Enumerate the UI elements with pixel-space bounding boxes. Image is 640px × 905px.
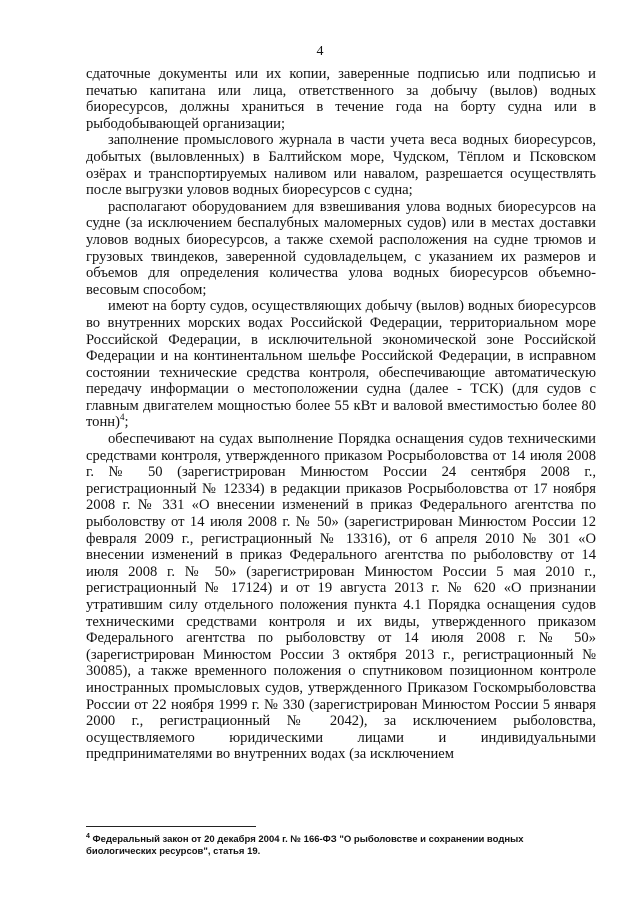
paragraph-equipment-order: обеспечивают на судах выполнение Порядка оснащения судов техническими средствами контроля, утвержденного приказом Росрыболовства от 14 июля 2008 г. № 50 (зарегистрирован Минюстом России 24 сентября 2008 г., регистрационный № 12334) в редакции приказов Росрыболовства от 17 ноября 2008 г. № 331 «О внесении изменений в приказ Федерального агентства по рыболовству от 14 июля 2008 г. № 50» (зарегистрирован Минюстом России 12 февраля 2009 г., регистрационный № 13316), от 6 апреля 2010 № 301 «О внесении изменений в приказ Федерального агентства по рыболовству от 14 июля 2008 г. № 50» (зарегистрирован Минюстом России 5 мая 2010 г., регистрационный № 17124) и от 19 августа 2013 г. № 620 «О признании утратившим силу отдельного положения пункта 4.1 Порядка оснащения судов техническими средствами контроля и их виды, утвержденного приказом Федерального агентства по рыболовству от 14 июля 2008 г. № 50» (зарегистрирован Минюстом России 3 октября 2013 г., регистрационный № 30085), а также временного положения о спутниковом позиционном контроле иностранных промысловых судов, утвержденного Приказом Госкомрыболовства России от 22 ноября 1999 г. № 330 (зарегистрирован Минюстом России 5 января 2000 г., регистрационный № 2042), за исключением рыболовства, осуществляемого юридическими лицами и индивидуальными предпринимателями во внутренних водах (за исключением bbox=[86, 431, 596, 763]
paragraph-tsk bbox=[86, 298, 596, 431]
paragraph-weighing-equipment: располагают оборудованием для взвешивания улова водных биоресурсов на судне (за исключением беспалубных маломерных судов) или в местах доставки уловов водных биоресурсов, а также схемой расположения на судне трюмов и грузовых твиндеков, заверенной судовладельцем, с указанием их размеров и объемов для определения количества улова водных биоресурсов объемно-весовым способом; bbox=[86, 198, 596, 298]
footnote-reference: 4 bbox=[119, 412, 125, 423]
footnote-divider bbox=[86, 826, 256, 827]
footnote bbox=[86, 834, 596, 858]
paragraph-tsk-end: ; bbox=[124, 414, 129, 431]
footnote-marker: 4 bbox=[86, 832, 90, 840]
paragraph-documents: сдаточные документы или их копии, заверенные подписью или подписью и печатью капитана или лица, ответственного за добычу (вылов) водных биоресурсов, должны храниться в течение года на борту судна или в рыбодобывающей организации; bbox=[86, 66, 596, 132]
document-body bbox=[86, 66, 596, 763]
footnote-text: Федеральный закон от 20 декабря 2004 г. № 166-ФЗ "О рыболовстве и сохранении водных биологических ресурсов", статья 19. bbox=[86, 834, 524, 857]
page-number: 4 bbox=[316, 44, 324, 59]
paragraph-logbook: заполнение промыслового журнала в части учета веса водных биоресурсов, добытых (выловленных) в Балтийском море, Чудском, Тёплом и Псковском озёрах и транспортируемых наливом или навалом, разрешается осуществлять после выгрузки уловов водных биоресурсов с судна; bbox=[86, 132, 596, 199]
paragraph-tsk-text: имеют на борту судов, осуществляющих добычу (вылов) водных биоресурсов во внутренних морских водах Российской Федерации, территориальном море Российской Федерации, в исключительной экономической зоне Российской Федерации и на континентальном шельфе Российской Федерации, в исправном состоянии технические средства контроля, обеспечивающие автоматическую передачу информации о местоположении судна (далее - ТСК) (для судов с главным двигателем мощностью более 55 кВт и валовой вместимостью более 80 тонн) bbox=[86, 298, 596, 431]
